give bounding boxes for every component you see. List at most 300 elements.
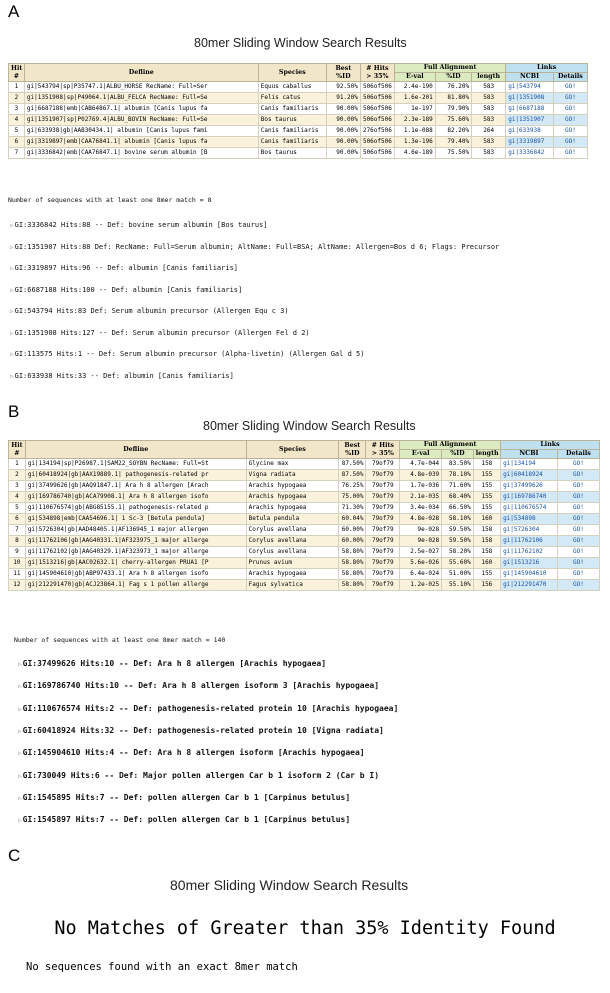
hits-cell: 506of506 bbox=[360, 93, 394, 104]
eval-cell: 2.3e-189 bbox=[394, 115, 435, 126]
col-best-id: Best %ID bbox=[339, 441, 366, 459]
defline-item[interactable] bbox=[10, 372, 234, 380]
pid-cell: 71.60% bbox=[442, 481, 474, 492]
panel-a-label: A bbox=[8, 2, 20, 21]
hits-cell: 79of79 bbox=[366, 536, 400, 547]
hit-number-cell: 3 bbox=[9, 481, 26, 492]
length-cell: 583 bbox=[472, 137, 506, 148]
expand-triangle-icon[interactable]: ▷ bbox=[18, 794, 22, 802]
defline-item[interactable] bbox=[18, 659, 326, 668]
hits-cell: 79of79 bbox=[366, 580, 400, 591]
details-link[interactable]: GO! bbox=[557, 536, 599, 547]
defline-item[interactable] bbox=[18, 793, 350, 802]
hit-number-cell: 8 bbox=[9, 536, 26, 547]
pid-cell: 82.20% bbox=[435, 126, 471, 137]
best-id-cell: 58.80% bbox=[339, 558, 366, 569]
species-cell: Glycine max bbox=[246, 459, 339, 470]
col-defline: Defline bbox=[24, 64, 258, 82]
defline-item[interactable] bbox=[10, 264, 238, 272]
hits-cell: 506of506 bbox=[360, 104, 394, 115]
best-id-cell: 58.80% bbox=[339, 547, 366, 558]
gi-identifier: GI:730049 bbox=[22, 770, 66, 780]
details-link[interactable]: GO! bbox=[557, 547, 599, 558]
hit-number-cell: 5 bbox=[9, 126, 25, 137]
expand-triangle-icon[interactable]: ▷ bbox=[10, 308, 14, 315]
best-id-cell: 71.30% bbox=[339, 503, 366, 514]
ncbi-link[interactable]: gi|633938 bbox=[506, 126, 554, 137]
defline-text: Hits:4 -- Def: Ara h 8 allergen isoform [Arachis hypogaea] bbox=[80, 748, 365, 758]
expand-triangle-icon[interactable]: ▷ bbox=[18, 661, 22, 668]
ncbi-link[interactable]: gi|1513216 bbox=[501, 558, 558, 569]
hit-number-cell: 4 bbox=[9, 115, 25, 126]
species-cell: Arachis hypogaea bbox=[246, 569, 339, 580]
hits-cell: 276of506 bbox=[360, 126, 394, 137]
pid-cell: 76.20% bbox=[435, 82, 471, 93]
length-cell: 158 bbox=[473, 459, 500, 470]
col-species: Species bbox=[258, 64, 326, 82]
defline-item[interactable] bbox=[18, 771, 379, 780]
pid-cell: 51.00% bbox=[442, 569, 474, 580]
eval-cell: 4.6e-189 bbox=[394, 148, 435, 159]
expand-triangle-icon[interactable]: ▷ bbox=[18, 772, 22, 780]
col-pid: %ID bbox=[435, 73, 471, 82]
ncbi-link[interactable]: gi|3336842 bbox=[506, 148, 554, 159]
eval-cell: 2.5e-027 bbox=[400, 547, 442, 558]
eval-cell: 1.7e-036 bbox=[400, 481, 442, 492]
pid-cell: 75.50% bbox=[435, 148, 471, 159]
col-eval: E-val bbox=[394, 73, 435, 82]
table-row bbox=[9, 580, 600, 591]
defline-cell: gi|110676574|gb|ABG85155.1| pathogenesis-related p bbox=[25, 503, 246, 514]
defline-item[interactable] bbox=[10, 329, 310, 337]
hit-number-cell: 6 bbox=[9, 137, 25, 148]
defline-item[interactable] bbox=[18, 748, 365, 757]
pid-cell: 83.50% bbox=[442, 459, 474, 470]
hits-cell: 79of79 bbox=[366, 481, 400, 492]
gi-identifier: GI:1351907 bbox=[14, 242, 57, 251]
hits-cell: 79of79 bbox=[366, 525, 400, 536]
eval-cell: 1e-197 bbox=[394, 104, 435, 115]
details-link[interactable]: GO! bbox=[557, 569, 599, 580]
defline-cell: gi|633938|gb|AAB30434.1| albumin [Canis lupus fami bbox=[24, 126, 258, 137]
best-id-cell: 91.20% bbox=[326, 93, 360, 104]
panel-b-count: Number of sequences with at least one 8mer match = 140 bbox=[14, 636, 226, 644]
table-row bbox=[9, 470, 600, 481]
best-id-cell: 60.00% bbox=[339, 536, 366, 547]
details-link[interactable]: GO! bbox=[553, 82, 587, 93]
defline-text: Hits:127 -- Def: Serum albumin precursor (Allergen Fel d 2) bbox=[56, 328, 310, 337]
gi-identifier: GI:169786740 bbox=[22, 681, 81, 691]
best-id-cell: 87.50% bbox=[339, 470, 366, 481]
hit-number-cell: 9 bbox=[9, 547, 26, 558]
length-cell: 583 bbox=[472, 115, 506, 126]
details-link[interactable]: GO! bbox=[557, 580, 599, 591]
col-hit: Hit # bbox=[9, 64, 25, 82]
length-cell: 155 bbox=[473, 503, 500, 514]
hits-cell: 506of506 bbox=[360, 137, 394, 148]
expand-triangle-icon[interactable]: ▷ bbox=[18, 817, 22, 825]
defline-text: Hits:6 -- Def: Major pollen allergen Car b 1 isoform 2 (Car b I) bbox=[65, 770, 380, 780]
species-cell: Bos taurus bbox=[258, 148, 326, 159]
species-cell: Vigna radiata bbox=[246, 470, 339, 481]
col-ncbi: NCBI bbox=[501, 450, 558, 459]
col-details: Details bbox=[557, 450, 599, 459]
species-cell: Corylus avellana bbox=[246, 525, 339, 536]
details-link[interactable]: GO! bbox=[557, 525, 599, 536]
pid-cell: 79.40% bbox=[435, 137, 471, 148]
table-row bbox=[9, 558, 600, 569]
expand-triangle-icon[interactable]: ▷ bbox=[10, 243, 14, 251]
defline-text: Hits:7 -- Def: pollen allergen Car b 1 [Carpinus betulus] bbox=[70, 792, 351, 802]
table-row bbox=[9, 503, 600, 514]
ncbi-link[interactable]: gi|134194 bbox=[501, 459, 558, 470]
expand-triangle-icon[interactable]: ▷ bbox=[10, 372, 14, 380]
eval-cell: 9e-028 bbox=[400, 525, 442, 536]
eval-cell: 1.1e-088 bbox=[394, 126, 435, 137]
expand-triangle-icon[interactable]: ▷ bbox=[18, 683, 22, 691]
species-cell: Corylus avellana bbox=[246, 547, 339, 558]
ncbi-link[interactable]: gi|1351908 bbox=[506, 93, 554, 104]
hit-number-cell: 4 bbox=[9, 492, 26, 503]
species-cell: Prunus avium bbox=[246, 558, 339, 569]
pid-cell: 59.50% bbox=[442, 536, 474, 547]
gi-identifier: GI:110676574 bbox=[22, 703, 81, 713]
species-cell: Canis familiaris bbox=[258, 126, 326, 137]
hits-cell: 79of79 bbox=[366, 514, 400, 525]
panel-a-results-table bbox=[8, 63, 588, 159]
species-cell: Canis familiaris bbox=[258, 137, 326, 148]
table-row bbox=[9, 492, 600, 503]
defline-item[interactable] bbox=[18, 681, 379, 690]
hit-number-cell: 7 bbox=[9, 148, 25, 159]
gi-identifier: GI:543794 bbox=[14, 307, 53, 315]
pid-cell: 58.10% bbox=[442, 514, 474, 525]
col-eval: E-val bbox=[400, 450, 442, 459]
pid-cell: 55.60% bbox=[442, 558, 474, 569]
panel-c-title: 80mer Sliding Window Search Results bbox=[170, 877, 409, 893]
defline-cell: gi|5726304|gb|AAD48405.1|AF136945_1 major allergen bbox=[25, 525, 246, 536]
ncbi-link[interactable]: gi|60418924 bbox=[501, 470, 558, 481]
hits-cell: 506of506 bbox=[360, 115, 394, 126]
hits-cell: 79of79 bbox=[366, 558, 400, 569]
best-id-cell: 90.00% bbox=[326, 137, 360, 148]
pid-cell: 68.40% bbox=[442, 492, 474, 503]
best-id-cell: 90.00% bbox=[326, 126, 360, 137]
pid-cell: 78.10% bbox=[442, 470, 474, 481]
length-cell: 155 bbox=[473, 481, 500, 492]
table-row bbox=[9, 82, 588, 93]
defline-cell: gi|3336842|emb|CAA76847.1| bovine serum albumin [B bbox=[24, 148, 258, 159]
defline-text: Hits:10 -- Def: Ara h 8 allergen [Arachis hypogaea] bbox=[75, 659, 327, 668]
hit-number-cell: 2 bbox=[9, 470, 26, 481]
col-pid: %ID bbox=[442, 450, 474, 459]
best-id-cell: 58.80% bbox=[339, 569, 366, 580]
expand-triangle-icon[interactable]: ▷ bbox=[10, 222, 14, 229]
no-sequences-text: No sequences found with an exact 8mer match bbox=[26, 961, 298, 973]
eval-cell: 1.6e-201 bbox=[394, 93, 435, 104]
panel-b-title: 80mer Sliding Window Search Results bbox=[203, 419, 416, 433]
col-links: Links bbox=[506, 64, 588, 73]
best-id-cell: 60.00% bbox=[339, 525, 366, 536]
defline-item[interactable] bbox=[10, 243, 499, 251]
best-id-cell: 90.00% bbox=[326, 148, 360, 159]
col-hit: Hit # bbox=[9, 441, 26, 459]
length-cell: 583 bbox=[472, 82, 506, 93]
hits-cell: 79of79 bbox=[366, 470, 400, 481]
ncbi-link[interactable]: gi|6687188 bbox=[506, 104, 554, 115]
expand-triangle-icon[interactable]: ▷ bbox=[18, 727, 22, 735]
eval-cell: 4.8e-039 bbox=[400, 470, 442, 481]
table-row bbox=[9, 525, 600, 536]
table-row bbox=[9, 104, 588, 115]
ncbi-link[interactable]: gi|11762106 bbox=[501, 536, 558, 547]
expand-triangle-icon[interactable]: ▷ bbox=[18, 750, 22, 758]
hits-cell: 79of79 bbox=[366, 569, 400, 580]
defline-text: Hits:88 -- Def: bovine serum albumin [Bos taurus] bbox=[56, 221, 268, 229]
hit-number-cell: 3 bbox=[9, 104, 25, 115]
defline-text: Hits:1 -- Def: Serum albumin precursor (Alpha-livetin) (Allergen Gal d 5) bbox=[52, 350, 365, 358]
defline-cell: gi|543794|sp|P35747.1|ALBU_HORSE RecName: Full=Ser bbox=[24, 82, 258, 93]
best-id-cell: 92.50% bbox=[326, 82, 360, 93]
defline-cell: gi|1351907|sp|P02769.4|ALBU_BOVIN RecName: Full=Se bbox=[24, 115, 258, 126]
pid-cell: 79.90% bbox=[435, 104, 471, 115]
expand-triangle-icon[interactable]: ▷ bbox=[10, 351, 14, 358]
length-cell: 583 bbox=[472, 93, 506, 104]
col-hits: # Hits > 35% bbox=[366, 441, 400, 459]
hit-number-cell: 6 bbox=[9, 514, 26, 525]
details-link[interactable]: GO! bbox=[557, 470, 599, 481]
hit-number-cell: 7 bbox=[9, 525, 26, 536]
defline-cell: gi|37499626|gb|AAQ91847.1| Ara h 8 allergen [Arach bbox=[25, 481, 246, 492]
details-link[interactable]: GO! bbox=[557, 481, 599, 492]
gi-identifier: GI:113575 bbox=[14, 350, 53, 358]
defline-text: Hits:33 -- Def: albumin [Canis familiaris] bbox=[52, 371, 234, 380]
hit-number-cell: 12 bbox=[9, 580, 26, 591]
defline-text: Hits:100 -- Def: albumin [Canis familiaris] bbox=[56, 285, 243, 294]
best-id-cell: 90.00% bbox=[326, 115, 360, 126]
defline-cell: gi|11762106|gb|AAG40331.1|AF323975_1 major allerge bbox=[25, 536, 246, 547]
details-link[interactable]: GO! bbox=[553, 115, 587, 126]
gi-identifier: GI:37499626 bbox=[22, 659, 76, 668]
col-species: Species bbox=[246, 441, 339, 459]
defline-item[interactable] bbox=[10, 221, 268, 229]
gi-identifier: GI:1545895 bbox=[22, 792, 71, 802]
length-cell: 155 bbox=[473, 569, 500, 580]
length-cell: 155 bbox=[473, 492, 500, 503]
details-link[interactable]: GO! bbox=[557, 558, 599, 569]
details-link[interactable]: GO! bbox=[553, 148, 587, 159]
length-cell: 156 bbox=[473, 580, 500, 591]
gi-identifier: GI:3336842 bbox=[14, 221, 57, 229]
defline-cell: gi|169786740|gb|ACA79908.1| Ara h 8 allergen isofo bbox=[25, 492, 246, 503]
defline-cell: gi|6687188|emb|CAB64867.1| albumin [Canis lupus fa bbox=[24, 104, 258, 115]
hits-cell: 79of79 bbox=[366, 459, 400, 470]
length-cell: 160 bbox=[473, 514, 500, 525]
gi-identifier: GI:633938 bbox=[14, 371, 53, 380]
defline-cell: gi|3319897|emb|CAA76841.1| albumin [Canis lupus fa bbox=[24, 137, 258, 148]
pid-cell: 59.50% bbox=[442, 525, 474, 536]
gi-identifier: GI:6687188 bbox=[14, 285, 57, 294]
col-best-id: Best %ID bbox=[326, 64, 360, 82]
table-row bbox=[9, 148, 588, 159]
length-cell: 264 bbox=[472, 126, 506, 137]
panel-a-count: Number of sequences with at least one 8mer match = 8 bbox=[8, 196, 212, 204]
details-link[interactable]: GO! bbox=[553, 137, 587, 148]
species-cell: Equus caballus bbox=[258, 82, 326, 93]
col-details: Details bbox=[553, 73, 587, 82]
table-row bbox=[9, 126, 588, 137]
gi-identifier: GI:60418924 bbox=[22, 725, 76, 735]
defline-cell: gi|212291470|gb|ACJ23864.1| Fag s 1 pollen allerge bbox=[25, 580, 246, 591]
ncbi-link[interactable]: gi|110676574 bbox=[501, 503, 558, 514]
length-cell: 160 bbox=[473, 558, 500, 569]
eval-cell: 5.6e-026 bbox=[400, 558, 442, 569]
gi-identifier: GI:1545897 bbox=[22, 815, 71, 825]
expand-triangle-icon[interactable]: ▷ bbox=[18, 705, 22, 713]
length-cell: 583 bbox=[472, 148, 506, 159]
table-row bbox=[9, 536, 600, 547]
panel-b-results-table bbox=[8, 440, 600, 591]
best-id-cell: 60.04% bbox=[339, 514, 366, 525]
defline-item[interactable] bbox=[18, 726, 384, 735]
ncbi-link[interactable]: gi|169786740 bbox=[501, 492, 558, 503]
gi-identifier: GI:3319897 bbox=[14, 264, 57, 272]
eval-cell: 2.4e-190 bbox=[394, 82, 435, 93]
table-row bbox=[9, 547, 600, 558]
species-cell: Felis catus bbox=[258, 93, 326, 104]
panel-b-label: B bbox=[8, 402, 20, 421]
best-id-cell: 76.25% bbox=[339, 481, 366, 492]
species-cell: Canis familiaris bbox=[258, 104, 326, 115]
hits-cell: 79of79 bbox=[366, 547, 400, 558]
details-link[interactable]: GO! bbox=[557, 514, 599, 525]
defline-text: Hits:83 Def: Serum albumin precursor (Allergen Equ c 3) bbox=[52, 307, 289, 315]
defline-cell: gi|145904610|gb|ABP97433.1| Ara h 8 allergen isofo bbox=[25, 569, 246, 580]
panel-c-label: C bbox=[8, 846, 21, 865]
defline-text: Hits:96 -- Def: albumin [Canis familiaris] bbox=[56, 264, 238, 272]
details-link[interactable]: GO! bbox=[553, 93, 587, 104]
table-row bbox=[9, 459, 600, 470]
eval-cell: 6.4e-024 bbox=[400, 569, 442, 580]
defline-cell: gi|134194|sp|P26987.1|SAM22_SOYBN RecName: Full=St bbox=[25, 459, 246, 470]
defline-cell: gi|1351908|sp|P49064.1|ALBU_FELCA RecName: Full=Se bbox=[24, 93, 258, 104]
eval-cell: 9e-028 bbox=[400, 536, 442, 547]
hit-number-cell: 10 bbox=[9, 558, 26, 569]
best-id-cell: 87.50% bbox=[339, 459, 366, 470]
species-cell: Arachis hypogaea bbox=[246, 492, 339, 503]
hits-cell: 79of79 bbox=[366, 492, 400, 503]
best-id-cell: 90.00% bbox=[326, 104, 360, 115]
details-link[interactable]: GO! bbox=[553, 126, 587, 137]
defline-cell: gi|60418924|gb|AAX19889.1| pathogenesis-related pr bbox=[25, 470, 246, 481]
ncbi-link[interactable]: gi|1351907 bbox=[506, 115, 554, 126]
species-cell: Arachis hypogaea bbox=[246, 481, 339, 492]
species-cell: Bos taurus bbox=[258, 115, 326, 126]
defline-cell: gi|1513216|gb|AAC02632.1| cherry-allergen PRUA1 [P bbox=[25, 558, 246, 569]
ncbi-link[interactable]: gi|11762102 bbox=[501, 547, 558, 558]
defline-item[interactable] bbox=[18, 704, 398, 713]
species-cell: Betula pendula bbox=[246, 514, 339, 525]
ncbi-link[interactable]: gi|212291470 bbox=[501, 580, 558, 591]
pid-cell: 55.10% bbox=[442, 580, 474, 591]
length-cell: 158 bbox=[473, 547, 500, 558]
hits-cell: 506of506 bbox=[360, 82, 394, 93]
ncbi-link[interactable]: gi|145904610 bbox=[501, 569, 558, 580]
pid-cell: 58.20% bbox=[442, 547, 474, 558]
defline-text: Hits:88 Def: RecName: Full=Serum albumin; AltName: Full=BSA; AltName: Allergen=Bos d 6; Flags: Precursor bbox=[56, 242, 500, 251]
col-full-alignment: Full Alignment bbox=[400, 441, 501, 450]
best-id-cell: 75.00% bbox=[339, 492, 366, 503]
ncbi-link[interactable]: gi|543794 bbox=[506, 82, 554, 93]
table-row bbox=[9, 115, 588, 126]
col-links: Links bbox=[501, 441, 600, 450]
ncbi-link[interactable]: gi|5726304 bbox=[501, 525, 558, 536]
gi-identifier: GI:145904610 bbox=[22, 748, 81, 758]
hit-number-cell: 2 bbox=[9, 93, 25, 104]
defline-text: Hits:2 -- Def: pathogenesis-related protein 10 [Arachis hypogaea] bbox=[80, 703, 399, 713]
details-link[interactable]: GO! bbox=[553, 104, 587, 115]
details-link[interactable]: GO! bbox=[557, 459, 599, 470]
col-hits: # Hits > 35% bbox=[360, 64, 394, 82]
panel-a-title: 80mer Sliding Window Search Results bbox=[194, 36, 407, 50]
ncbi-link[interactable]: gi|534898 bbox=[501, 514, 558, 525]
defline-text: Hits:7 -- Def: pollen allergen Car b 1 [Carpinus betulus] bbox=[70, 815, 351, 825]
expand-triangle-icon[interactable]: ▷ bbox=[10, 265, 14, 272]
col-full-alignment: Full Alignment bbox=[394, 64, 505, 73]
col-length: length bbox=[473, 450, 500, 459]
eval-cell: 3.4e-034 bbox=[400, 503, 442, 514]
ncbi-link[interactable]: gi|37499626 bbox=[501, 481, 558, 492]
pid-cell: 75.60% bbox=[435, 115, 471, 126]
hit-number-cell: 5 bbox=[9, 503, 26, 514]
defline-item[interactable] bbox=[10, 350, 364, 358]
no-matches-heading: No Matches of Greater than 35% Identity Found bbox=[54, 918, 556, 939]
hit-number-cell: 1 bbox=[9, 459, 26, 470]
table-row bbox=[9, 481, 600, 492]
table-row bbox=[9, 137, 588, 148]
defline-item[interactable] bbox=[10, 286, 242, 294]
col-defline: Defline bbox=[25, 441, 246, 459]
defline-item[interactable] bbox=[18, 815, 350, 824]
table-row bbox=[9, 569, 600, 580]
defline-text: Hits:32 -- Def: pathogenesis-related protein 10 [Vigna radiata] bbox=[75, 725, 384, 735]
expand-triangle-icon[interactable]: ▷ bbox=[10, 286, 14, 294]
details-link[interactable]: GO! bbox=[557, 503, 599, 514]
col-ncbi: NCBI bbox=[506, 73, 554, 82]
table-row bbox=[9, 514, 600, 525]
gi-identifier: GI:1351908 bbox=[14, 328, 57, 337]
hit-number-cell: 1 bbox=[9, 82, 25, 93]
best-id-cell: 58.80% bbox=[339, 580, 366, 591]
pid-cell: 66.50% bbox=[442, 503, 474, 514]
defline-text: Hits:10 -- Def: Ara h 8 allergen isoform 3 [Arachis hypogaea] bbox=[80, 681, 380, 691]
details-link[interactable]: GO! bbox=[557, 492, 599, 503]
eval-cell: 1.3e-196 bbox=[394, 137, 435, 148]
hits-cell: 506of506 bbox=[360, 148, 394, 159]
species-cell: Arachis hypogaea bbox=[246, 503, 339, 514]
length-cell: 158 bbox=[473, 525, 500, 536]
hits-cell: 79of79 bbox=[366, 503, 400, 514]
defline-item[interactable] bbox=[10, 307, 289, 315]
table-row bbox=[9, 93, 588, 104]
eval-cell: 4.7e-044 bbox=[400, 459, 442, 470]
defline-cell: gi|11762102|gb|AAG40329.1|AF323973_1 major allerge bbox=[25, 547, 246, 558]
ncbi-link[interactable]: gi|3319897 bbox=[506, 137, 554, 148]
col-length: length bbox=[472, 73, 506, 82]
length-cell: 158 bbox=[473, 536, 500, 547]
pid-cell: 81.80% bbox=[435, 93, 471, 104]
expand-triangle-icon[interactable]: ▷ bbox=[10, 329, 14, 337]
